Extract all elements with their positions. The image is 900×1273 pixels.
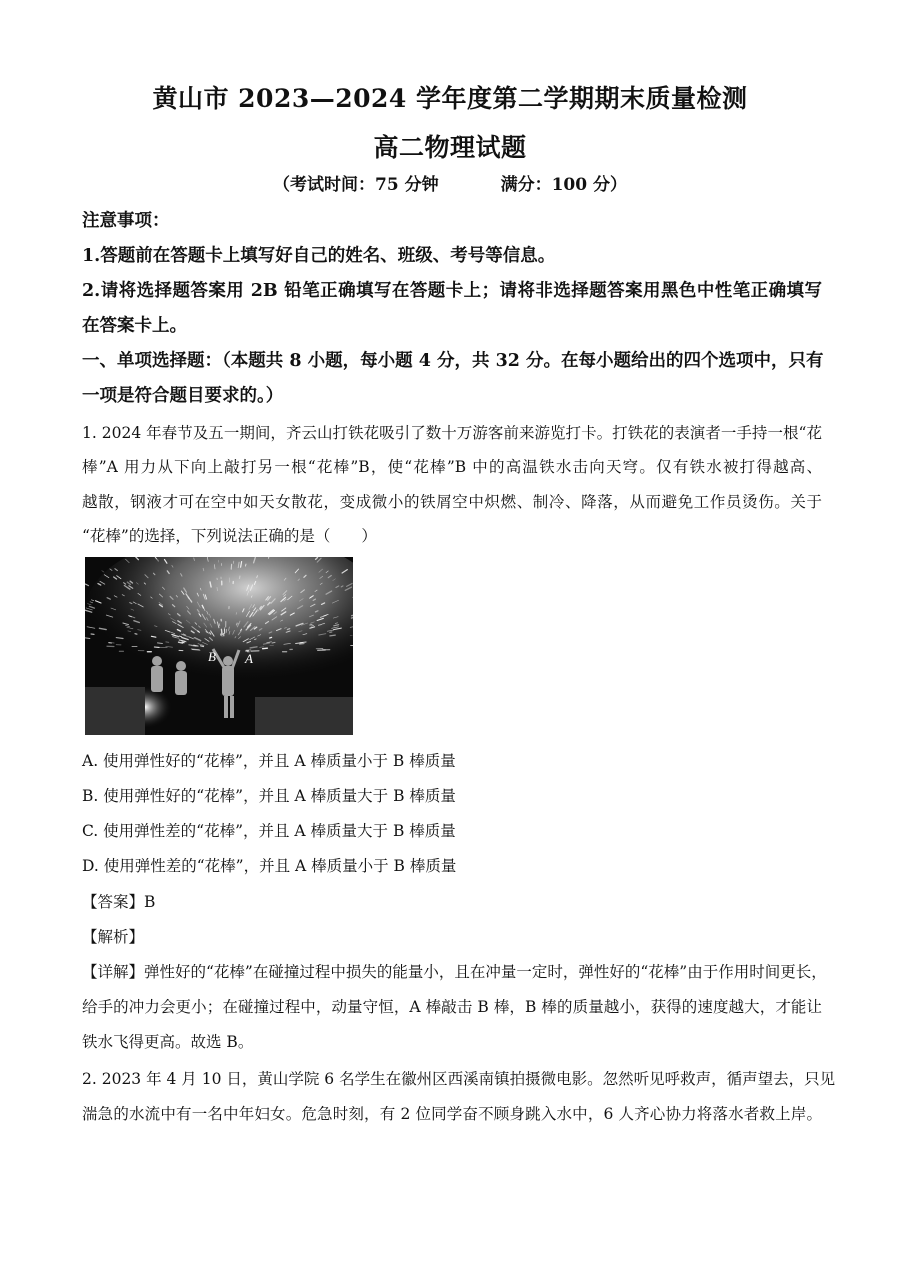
notice-heading: 注意事项： (82, 211, 170, 231)
question-1-line-2: 棒”A 用力从下向上敲打另一根“花棒”B，使“花棒”B 中的高温铁水击向天穹。仅有铁水被打得越高、 (82, 458, 822, 476)
spark-streak (330, 635, 335, 636)
question-1-analysis-heading: 【解析】 (82, 928, 145, 946)
spark-streak (182, 642, 184, 643)
exam-info (0, 170, 900, 195)
photo-label-b: B (208, 649, 216, 664)
question-1-line-4: “花棒”的选择，下列说法正确的是（ ） (82, 527, 377, 545)
spark-streak (166, 642, 169, 643)
question-1-detail-line-1: 【详解】弹性好的“花棒”在碰撞过程中损失的能量小，且在冲量一定时，弹性好的“花棒”由于作用时间更长， (82, 963, 827, 981)
spark-streak (287, 629, 289, 630)
notice-item-2-line-1: 2.请将选择题答案用 2B 铅笔正确填写在答题卡上；请将非选择题答案用黑色中性笔正确填写 (82, 281, 822, 301)
section-1-heading-line-2: 一项是符合题目要求的。） (82, 386, 284, 406)
section-1-heading-line-1: 一、单项选择题：（本题共 8 小题，每小题 4 分，共 32 分。在每小题给出的四个选项中，只有 (82, 351, 824, 371)
question-2-line-1: 2. 2023 年 4 月 10 日，黄山学院 6 名学生在徽州区西溪南镇拍摄微电影。忽然听见呼救声，循声望去，只见 (82, 1070, 836, 1088)
question-1-line-3: 越散，钢液才可在空中如天女散花，变成微小的铁屑空中炽燃、制冷、降落，从而避免工作员烫伤。关于 (82, 493, 822, 511)
spark-streak (246, 564, 247, 566)
question-1-option-a: A. 使用弹性好的“花棒”，并且 A 棒质量小于 B 棒质量 (82, 752, 456, 770)
exam-title: 黄山市 2023—2024 学年度第二学期期末质量检测 (152, 84, 748, 113)
spark-streak (237, 623, 238, 625)
photo-label-a: A (245, 651, 253, 666)
question-1-answer: 【答案】B (82, 893, 156, 911)
question-1-option-d: D. 使用弹性差的“花棒”，并且 A 棒质量小于 B 棒质量 (82, 857, 457, 875)
spark-streak (270, 637, 272, 638)
spark-streak (157, 560, 158, 561)
notice-item-2-line-2: 在答案卡上。 (82, 316, 187, 336)
spark-streak (272, 642, 275, 643)
iron-flower-photo (85, 557, 353, 735)
full-score: 满分：100 分） (500, 175, 627, 195)
question-1-option-c: C. 使用弹性差的“花棒”，并且 A 棒质量大于 B 棒质量 (82, 822, 456, 840)
notice-item-1: 1.答题前在答题卡上填写好自己的姓名、班级、考号等信息。 (82, 246, 556, 266)
question-2-line-2: 湍急的水流中有一名中年妇女。危急时刻，有 2 位同学奋不顾身跳入水中，6 人齐心协力将落水者救上岸。 (82, 1105, 822, 1123)
question-1-detail-line-2: 给手的冲力会更小；在碰撞过程中，动量守恒，A 棒敲击 B 棒，B 棒的质量越小，获得的速度越大，才能让 (82, 998, 822, 1016)
spark-streak (310, 624, 312, 625)
exam-time: （考试时间：75 分钟 (273, 175, 439, 195)
question-1-detail-line-3: 铁水飞得更高。故选 B。 (82, 1033, 254, 1051)
spark-streak (210, 633, 211, 635)
spark-streak (236, 613, 237, 615)
exam-subtitle: 高二物理试题 (373, 133, 527, 162)
question-1-option-b: B. 使用弹性好的“花棒”，并且 A 棒质量大于 B 棒质量 (82, 787, 456, 805)
spark-streak (263, 648, 268, 649)
spark-streak (300, 644, 305, 645)
spark-streak (323, 623, 325, 624)
spark-streak (203, 568, 204, 570)
spark-streak (201, 646, 204, 647)
question-1-line-1: 1. 2024 年春节及五一期间，齐云山打铁花吸引了数十万游客前来游览打卡。打铁花的表演者一手持一根“花 (82, 424, 822, 442)
spark-streak (158, 643, 163, 644)
